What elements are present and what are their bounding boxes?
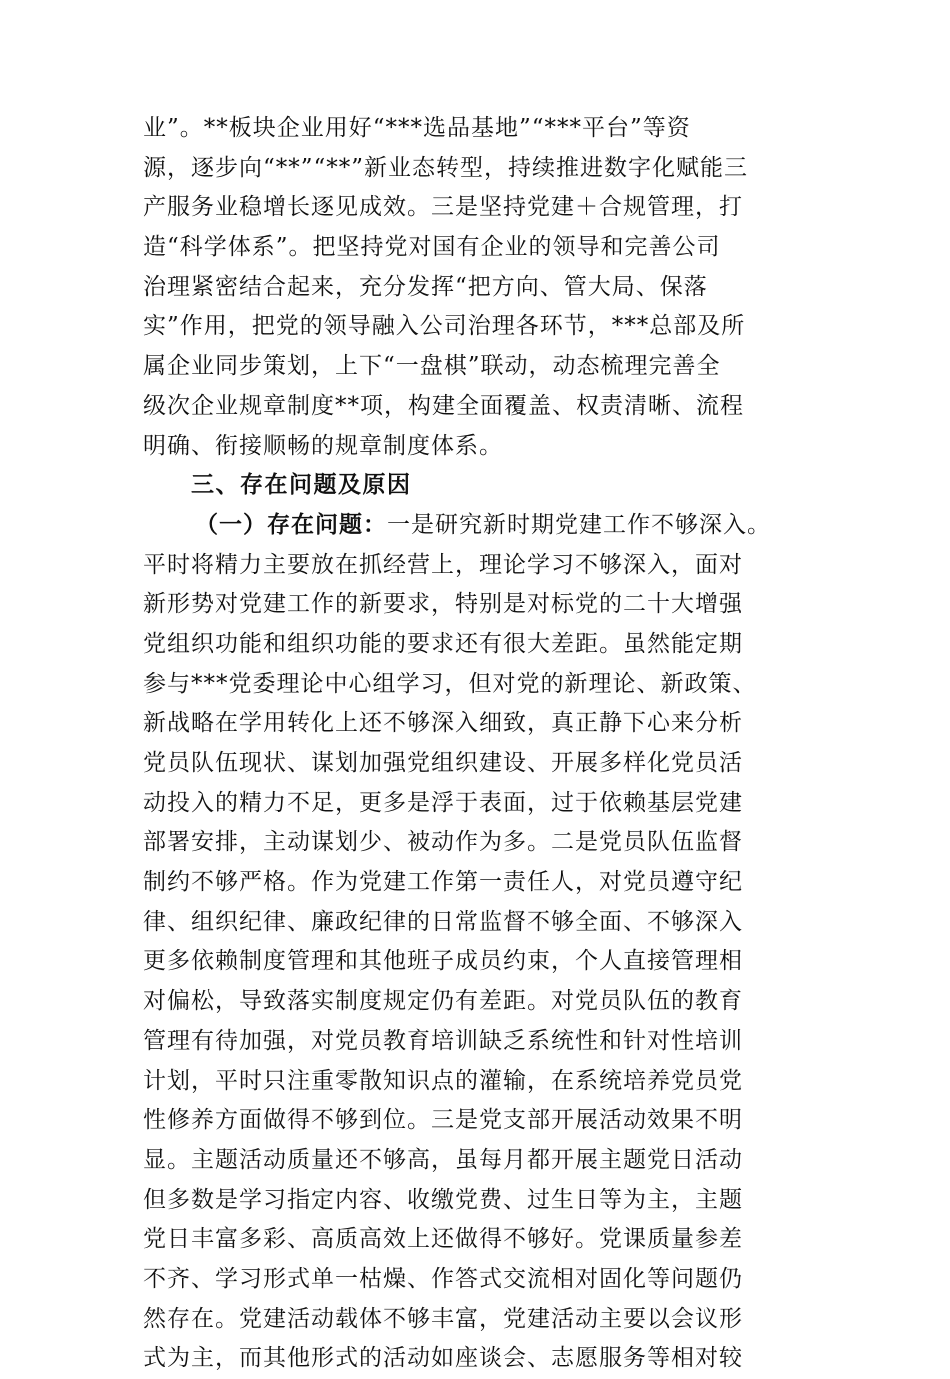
paragraph-line: 部署安排，主动谋划少、被动作为多。二是党员队伍监督 (143, 829, 743, 856)
paragraph-line: 治理紧密结合起来，充分发挥“把方向、管大局、保落 (143, 273, 708, 300)
subsection-first-line (143, 506, 833, 546)
paragraph-line: 党日丰富多彩、高质高效上还做得不够好。党课质量参差 (143, 1226, 743, 1253)
paragraph-line: 式为主，而其他形式的活动如座谈会、志愿服务等相对较 (143, 1345, 743, 1372)
paragraph-line: 造“科学体系”。把坚持党对国有企业的领导和完善公司 (143, 234, 721, 261)
paragraph-line: 动投入的精力不足，更多是浮于表面，过于依赖基层党建 (143, 789, 743, 816)
paragraph-line: 实”作用，把党的领导融入公司治理各环节，***总部及所 (143, 313, 746, 340)
paragraph-line: 新战略在学用转化上还不够深入细致，真正静下心来分析 (143, 710, 743, 737)
paragraph-line: 平时将精力主要放在抓经营上，理论学习不够深入，面对 (143, 551, 743, 578)
paragraph-line: 明确、衔接顺畅的规章制度体系。 (143, 432, 503, 459)
paragraph-line: 业”。**板块企业用好“***选品基地”“***平台”等资 (143, 115, 691, 141)
paragraph-line: 显。主题活动质量还不够高，虽每月都开展主题党日活动 (143, 1146, 743, 1173)
paragraph-line: 律、组织纪律、廉政纪律的日常监督不够全面、不够深入 (143, 908, 743, 935)
subsection-first-line-text: 一是研究新时期党建工作不够深入。 (387, 511, 771, 538)
paragraph-line: 新形势对党建工作的新要求，特别是对标党的二十大增强 (143, 591, 743, 618)
paragraph-line: 党员队伍现状、谋划加强党组织建设、开展多样化党员活 (143, 750, 743, 776)
paragraph-line: 管理有待加强，对党员教育培训缺乏系统性和针对性培训 (143, 1027, 743, 1054)
paragraph-line: 属企业同步策划，上下“一盘棋”联动，动态梳理完善全 (143, 353, 721, 380)
paragraph-line: 但多数是学习指定内容、收缴党费、过生日等为主，主题 (143, 1186, 743, 1213)
paragraph-line: 然存在。党建活动载体不够丰富，党建活动主要以会议形 (143, 1305, 743, 1332)
document-body (143, 109, 833, 1379)
paragraph-line: 对偏松，导致落实制度规定仍有差距。对党员队伍的教育 (143, 988, 743, 1015)
paragraph-line: 参与***党委理论中心组学习，但对党的新理论、新政策、 (143, 670, 757, 697)
paragraph-line: 不齐、学习形式单一枯燥、作答式交流相对固化等问题仍 (143, 1265, 743, 1292)
section-heading: 三、存在问题及原因 (191, 472, 412, 499)
paragraph-line: 产服务业稳增长逐见成效。三是坚持党建＋合规管理，打 (143, 194, 743, 221)
paragraph-line: 源，逐步向“**”“**”新业态转型，持续推进数字化赋能三 (143, 154, 749, 181)
paragraph-line: 制约不够严格。作为党建工作第一责任人，对党员遵守纪 (143, 869, 743, 896)
paragraph-line: 计划，平时只注重零散知识点的灌输，在系统培养党员党 (143, 1067, 743, 1094)
subsection-label: （一）存在问题： (195, 511, 387, 538)
paragraph-line: 党组织功能和组织功能的要求还有很大差距。虽然能定期 (143, 630, 743, 657)
paragraph-line: 更多依赖制度管理和其他班子成员约束，个人直接管理相 (143, 948, 743, 975)
paragraph-line: 级次企业规章制度**项，构建全面覆盖、权责清晰、流程 (143, 392, 744, 419)
paragraph-line: 性修养方面做得不够到位。三是党支部开展活动效果不明 (143, 1107, 743, 1134)
